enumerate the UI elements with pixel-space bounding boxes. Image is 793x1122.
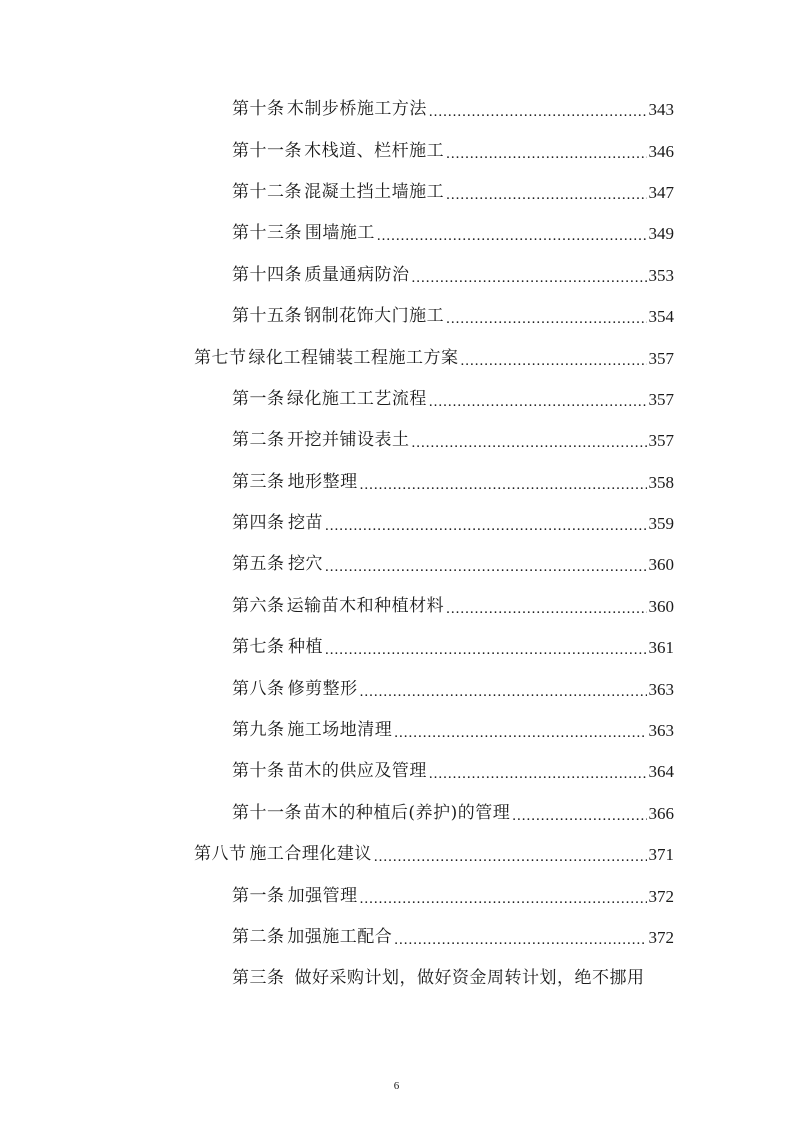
toc-entry-title: 绿化施工工艺流程 <box>286 388 427 409</box>
toc-entry-page: 359 <box>648 514 674 534</box>
toc-entry[interactable] <box>0 627 674 668</box>
toc-entry-title: 挖苗 <box>287 513 323 534</box>
toc-entry-label: 第六条 <box>232 595 285 616</box>
toc-entry-label: 第十条 <box>232 761 285 782</box>
toc-entry-label: 第十五条 <box>232 306 302 327</box>
toc-entry[interactable] <box>0 751 674 792</box>
toc-entry[interactable] <box>0 296 674 337</box>
toc-entry-label: 第二条 <box>232 927 285 947</box>
toc-entry-page: 361 <box>648 638 674 658</box>
toc-leader-dots <box>394 933 646 948</box>
toc-entry[interactable] <box>0 89 674 130</box>
toc-entry[interactable] <box>0 213 674 254</box>
toc-entry-title: 苗木的供应及管理 <box>286 761 427 782</box>
toc-leader-dots <box>374 850 647 865</box>
toc-entry-label: 第九条 <box>232 720 285 741</box>
toc-entry-title: 加强施工配合 <box>287 927 393 947</box>
toc-entry-label: 第五条 <box>232 554 285 575</box>
toc-leader-dots <box>429 105 647 120</box>
toc-entry[interactable] <box>0 379 674 420</box>
toc-entry-page: 372 <box>648 886 674 906</box>
toc-entry-page: 364 <box>648 762 674 782</box>
toc-leader-dots <box>412 271 647 286</box>
toc-entry-title: 开挖并铺设表土 <box>287 430 410 451</box>
toc-entry-label: 第十一条 <box>232 802 302 823</box>
toc-entry[interactable] <box>0 586 674 627</box>
toc-entry-title: 绿化工程铺装工程施工方案 <box>248 347 459 368</box>
toc-entry-label: 第八节 <box>194 844 247 865</box>
toc-entry-label: 第十四条 <box>232 264 302 285</box>
toc-leader-dots <box>512 809 646 824</box>
toc-entry[interactable] <box>0 710 674 751</box>
toc-leader-dots <box>429 395 647 410</box>
toc-leader-dots <box>446 602 646 617</box>
toc-entry-title: 围墙施工 <box>304 223 375 244</box>
toc-entry-label: 第三条 <box>232 968 285 989</box>
toc-entry-label: 第七条 <box>232 637 285 658</box>
table-of-contents <box>0 89 793 1000</box>
toc-entry[interactable] <box>0 668 674 709</box>
toc-entry-label: 第四条 <box>232 513 285 534</box>
toc-entry-page: 371 <box>648 845 674 865</box>
toc-leader-dots <box>325 643 647 658</box>
toc-entry-title: 挖穴 <box>287 554 323 575</box>
toc-entry-page: 353 <box>648 265 674 285</box>
toc-entry-title: 木制步桥施工方法 <box>286 99 427 120</box>
toc-leader-dots <box>461 354 647 369</box>
toc-leader-dots <box>377 229 647 244</box>
toc-entry-page: 357 <box>648 348 674 368</box>
toc-entry-page: 357 <box>648 389 674 409</box>
toc-entry[interactable] <box>0 462 674 503</box>
toc-entry-page: 363 <box>648 679 674 699</box>
toc-entry[interactable] <box>0 875 674 916</box>
toc-leader-dots <box>446 147 646 162</box>
toc-entry-title: 施工场地清理 <box>287 720 393 741</box>
toc-entry-title: 地形整理 <box>287 471 358 492</box>
toc-entry[interactable] <box>0 420 674 461</box>
toc-entry-page: 354 <box>648 307 674 327</box>
toc-entry-page: 363 <box>648 721 674 741</box>
page-number: 6 <box>393 1080 400 1092</box>
toc-entry-page: 358 <box>648 472 674 492</box>
toc-entry-label: 第十三条 <box>232 223 302 244</box>
toc-entry-title: 加强管理 <box>287 885 358 906</box>
toc-entry-page: 360 <box>648 596 674 616</box>
toc-entry-title: 质量通病防治 <box>304 264 410 285</box>
toc-entry-title: 做好采购计划，做好资金周转计划，绝不挪用 <box>294 968 645 989</box>
toc-entry-title: 施工合理化建议 <box>249 844 372 865</box>
toc-leader-dots <box>446 312 646 327</box>
toc-entry[interactable] <box>0 255 674 296</box>
toc-leader-dots <box>446 188 646 203</box>
toc-entry[interactable] <box>0 793 674 834</box>
toc-section-entry[interactable] <box>0 834 674 875</box>
toc-entry[interactable] <box>0 503 674 544</box>
toc-entry-label: 第十二条 <box>232 181 302 202</box>
toc-entry-title: 种植 <box>287 637 323 658</box>
toc-entry-page: 360 <box>648 555 674 575</box>
toc-entry-title: 混凝土挡土墙施工 <box>304 181 445 202</box>
toc-leader-dots <box>325 560 647 575</box>
toc-leader-dots <box>360 892 647 907</box>
toc-entry-title: 修剪整形 <box>287 678 358 699</box>
toc-entry[interactable] <box>0 130 674 171</box>
toc-entry-label: 第一条 <box>232 388 285 409</box>
toc-entry-page: 343 <box>648 100 674 120</box>
toc-entry-label: 第八条 <box>232 678 285 699</box>
toc-entry-label: 第十一条 <box>232 140 302 161</box>
toc-entry-page: 349 <box>648 224 674 244</box>
toc-leader-dots <box>360 685 647 700</box>
toc-entry-label: 第一条 <box>232 885 285 906</box>
toc-section-entry[interactable] <box>0 337 674 378</box>
toc-entry-page: 372 <box>648 928 674 947</box>
toc-entry-label: 第二条 <box>232 430 285 451</box>
toc-leader-dots <box>429 767 647 782</box>
toc-entry[interactable] <box>0 917 674 958</box>
toc-entry[interactable] <box>0 958 674 999</box>
toc-entry-page: 357 <box>648 431 674 451</box>
toc-entry-label: 第十条 <box>232 99 285 120</box>
toc-entry-title: 苗木的种植后(养护)的管理 <box>303 802 511 823</box>
toc-entry-label: 第三条 <box>232 471 285 492</box>
toc-entry-page: 366 <box>648 803 674 823</box>
toc-leader-dots <box>394 726 646 741</box>
toc-entry[interactable] <box>0 172 674 213</box>
toc-leader-dots <box>360 478 647 493</box>
toc-entry-title: 木栈道、栏杆施工 <box>304 140 445 161</box>
toc-leader-dots <box>325 519 647 534</box>
toc-entry-page: 346 <box>648 141 674 161</box>
toc-entry-label: 第七节 <box>194 347 247 368</box>
toc-entry-page: 347 <box>648 182 674 202</box>
toc-entry-title: 钢制花饰大门施工 <box>304 306 445 327</box>
toc-entry[interactable] <box>0 544 674 585</box>
toc-leader-dots <box>412 436 647 451</box>
toc-entry-title: 运输苗木和种植材料 <box>286 595 445 616</box>
